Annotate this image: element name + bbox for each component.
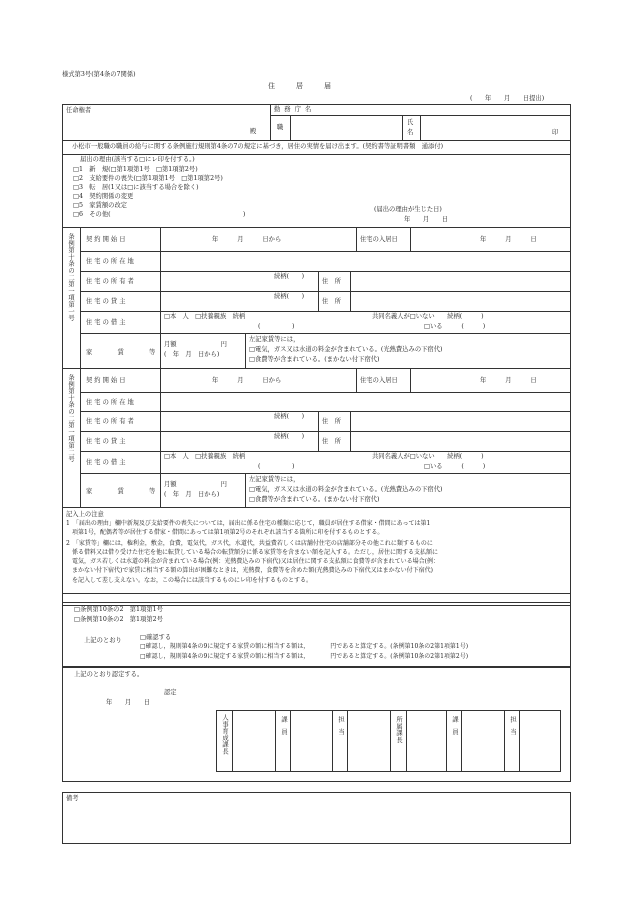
block2-monthly: 月額 円 xyxy=(164,481,227,488)
block2-move-in-label: 住宅の入居日 xyxy=(360,377,398,384)
seal-mark: 印 xyxy=(552,129,559,136)
notes-line: を記入して差し支えない。なお，この場合には該当するものにレ印を付するものとする。 xyxy=(72,577,313,584)
dono-label: 殿 xyxy=(250,128,257,135)
confirm-as-above: 上記のとおり xyxy=(84,637,122,644)
stamp-person-2: 担当 xyxy=(509,716,516,741)
notes-heading: 記入上の注意 xyxy=(66,511,104,518)
block1-utilities-check: □電気，ガス又は水道の料金が含まれている。(光熱費込みの下宿代) xyxy=(249,346,443,353)
reason-item: □3 転 居(1又は□に該当する場合を除く) xyxy=(73,184,199,191)
block1-lessor-label: 住 宅 の 貸 主 xyxy=(86,298,126,305)
remarks-label: 備考 xyxy=(66,795,79,802)
approval-text: 上記のとおり認定する。 xyxy=(74,671,144,678)
block2-rent-note: 左記家賃等には， xyxy=(249,476,300,483)
block1-owner-residence: 住 所 xyxy=(322,278,341,285)
block1-contract-start: 契 約 開 始 日 xyxy=(86,236,126,243)
block2-lessor-relation: 続柄( ) xyxy=(274,433,305,440)
block1-lessor-residence: 住 所 xyxy=(322,298,341,305)
block2-utilities-check: □電気，ガス又は水道の料金が含まれている。(光熱費込みの下宿代) xyxy=(249,486,443,493)
notes-line: 電気，ガス若しくは水道の料金が含まれている場合(例：光熱費込みの下宿代)又は居住に関する支払額に食費等が含まれている場合(例： xyxy=(72,558,440,565)
block2-lessor-residence: 住 所 xyxy=(322,438,341,445)
block2-contract-date: 年 月 日から xyxy=(212,377,282,384)
stamp-dept-chief: 所属課長 xyxy=(395,716,402,744)
block1-address-label: 住 宅 の 所 在 地 xyxy=(86,258,134,265)
notes-line: 項第1号，配偶者等が居住する借家・借間にあっては第1項第2号のそれぞれ該当する箇所に印を付するものとする。 xyxy=(72,529,384,536)
block2-borrower-label: 住 宅 の 借 主 xyxy=(86,459,126,466)
block1-co-owner-yes: □いる ( ) xyxy=(424,323,486,330)
block1-borrower-opts: □本 人 □扶養親族 続柄 xyxy=(164,313,246,320)
post-label: 職 xyxy=(277,124,284,131)
block2-co-owner-yes: □いる ( ) xyxy=(424,463,486,470)
stamp-hr-chief: 人事育成課長 xyxy=(221,714,228,755)
form-number: 様式第3号(第4条の7関係) xyxy=(62,71,136,78)
block2-contract-start: 契 約 開 始 日 xyxy=(86,377,126,384)
block1-lessor-relation: 続柄( ) xyxy=(274,293,305,300)
block2-borrower-opts: □本 人 □扶養親族 続柄 xyxy=(164,453,246,460)
confirm-article-2: □条例第10条の2 第1項第2号 xyxy=(74,616,163,623)
block2-move-in-date: 年 月 日 xyxy=(480,377,537,384)
confirm-rent-line-2: □確認し，規則第4条の9に規定する家賃の額に相当する額は， 円であると算定する。(条例第10条の2第1項第2号) xyxy=(140,653,469,660)
form-title: 住 居 届 xyxy=(268,82,331,90)
reason-item: □1 新 規(□第1項第1号 □第1項第2号) xyxy=(73,166,198,173)
approval-nintei: 認定 xyxy=(164,689,177,696)
block2-meals-check: □食費等が含まれている。(まかない付下宿代) xyxy=(249,496,380,503)
block1-meals-check: □食費等が含まれている。(まかない付下宿代) xyxy=(249,356,380,363)
submit-date: ( 年 月 日提出) xyxy=(470,95,545,102)
block1-contract-date: 年 月 日から xyxy=(212,236,282,243)
block1-owner-relation: 続柄( ) xyxy=(274,273,305,280)
block1-move-in-date: 年 月 日 xyxy=(480,236,537,243)
block2-monthly-from: ( 年 月 日から) xyxy=(164,491,220,498)
block1-rent-note: 左記家賃等には， xyxy=(249,336,300,343)
remarks-frame xyxy=(62,792,571,844)
block2-lessor-label: 住 宅 の 貸 主 xyxy=(86,438,126,445)
block2-borrower-paren: ( ) xyxy=(258,463,295,470)
block1-borrower-paren: ( ) xyxy=(258,323,295,330)
notes-line: まかない付下宿代)で家賃に相当する額の算出が困難なときは，光熱費，食費等を含めた額(光熱費込みの下宿代又はまかない付下宿代) xyxy=(72,567,434,574)
stamp-person-1: 担当 xyxy=(337,716,344,741)
block2-owner-residence: 住 所 xyxy=(322,418,341,425)
reason-item: □6 その他( ) xyxy=(73,211,246,218)
block2-owner-relation: 続柄( ) xyxy=(274,413,305,420)
block1-owner-label: 住 宅 の 所 有 者 xyxy=(86,278,134,285)
name-label-1: 氏 xyxy=(407,119,414,126)
stamp-staff-2: 課員 xyxy=(451,716,458,741)
block1-side-label: 条例第十条の二第一項第一号 xyxy=(67,233,74,322)
approval-date: 年 月 日 xyxy=(106,699,151,706)
confirm-article-1: □条例第10条の2 第1項第1号 xyxy=(74,606,163,613)
office-label: 勤 務 庁 名 xyxy=(274,106,313,113)
block2-address-label: 住 宅 の 所 在 地 xyxy=(86,399,134,406)
reason-item: □5 家賃額の改定 xyxy=(73,202,128,209)
block1-monthly: 月額 円 xyxy=(164,341,227,348)
confirm-check: □確認する xyxy=(140,634,172,641)
reasons-heading: 届出の理由(該当する□にレ印を付する。) xyxy=(80,156,195,163)
confirm-rent-line-1: □確認し，規則第4条の9に規定する家賃の額に相当する額は， 円であると算定する。(条例第10条の2第1項第1号) xyxy=(140,643,469,650)
block2-side-label: 条例第十条の二第一項第二号 xyxy=(67,374,74,463)
block1-move-in-label: 住宅の入居日 xyxy=(360,236,398,243)
block1-borrower-label: 住 宅 の 借 主 xyxy=(86,319,126,326)
block1-monthly-from: ( 年 月 日から) xyxy=(164,351,220,358)
reason-item: □2 支給要件の喪失(□第1項第1号 □第1項第2号) xyxy=(73,175,223,182)
notes-line: 1 「届出の理由」欄中新規及び支給要件の喪失については，届出に係る住宅の種類に応じて，職員が居住する借家・借間にあっては第1 xyxy=(66,520,431,527)
occurred-date: 年 月 日 xyxy=(404,216,449,223)
block1-co-owner-none: 共同名義人が□いない 続柄( ) xyxy=(372,313,484,320)
notes-line: 係る借料又は借り受けた住宅を他に転貸している場合の転貸額分に係る家賃等を含まない額を記入する。ただし，居住に関する支払額に xyxy=(72,549,439,556)
intro-text: 小松市一般職の職員の給与に関する条例施行規則第4条の7の規定に基づき，居住の実情を届け出ます。(契約書等証明書類 通添付) xyxy=(72,143,444,150)
name-label-2: 名 xyxy=(407,129,414,136)
block2-co-owner-none: 共同名義人が□いない 続柄( ) xyxy=(372,453,484,460)
reason-item: □4 契約関係の変更 xyxy=(73,193,134,200)
appointer-label: 任命権者 xyxy=(66,107,92,114)
occurred-label: (届出の理由が生じた日) xyxy=(374,206,442,213)
notes-line: 2 「家賃等」欄には，権利金，敷金，食費，電気代，ガス代，水道代，共益費若しくは店舗付住宅の店舗部分その他これに類するものに xyxy=(66,540,433,547)
block1-rent-label: 家 賃 等 xyxy=(86,349,156,356)
block2-owner-label: 住 宅 の 所 有 者 xyxy=(86,418,134,425)
block2-rent-label: 家 賃 等 xyxy=(86,488,156,495)
stamp-staff-1: 課員 xyxy=(280,716,287,741)
